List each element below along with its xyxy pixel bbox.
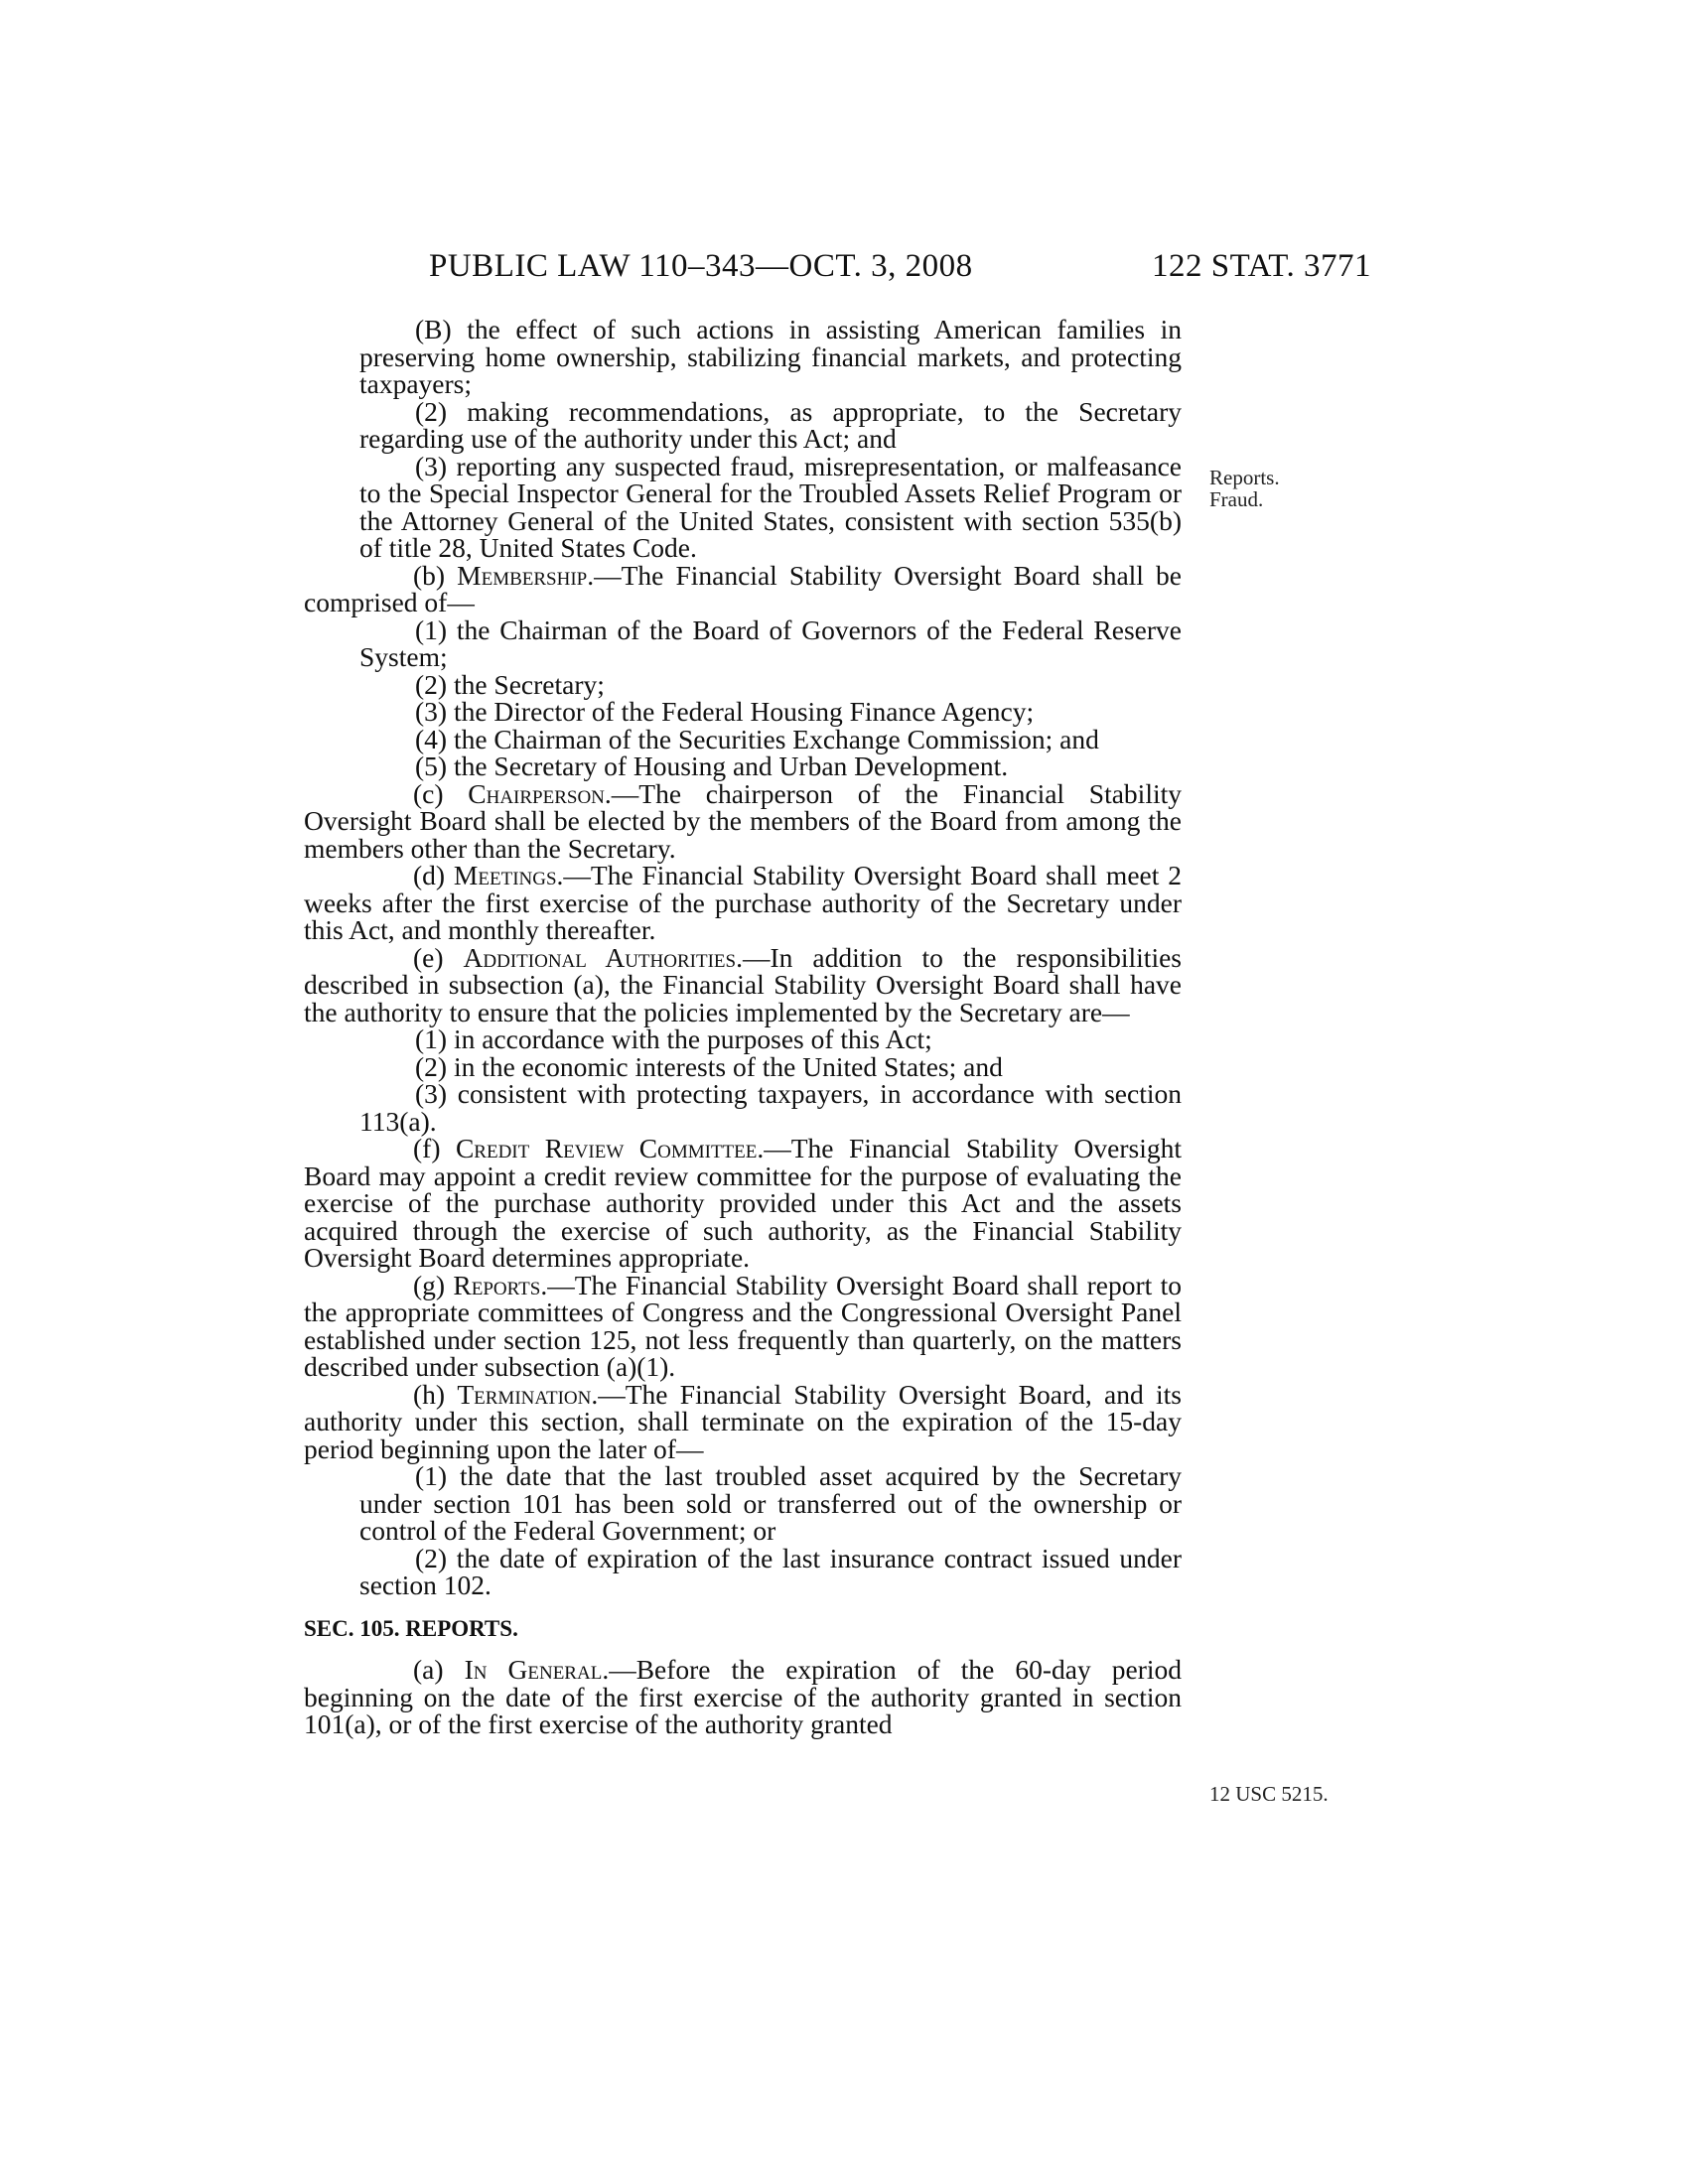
subsection-b [304, 559, 1182, 617]
paragraph-e3: (3) consistent with protecting taxpayers, in accordance with section 113(a). [359, 1078, 1182, 1137]
paragraph-b3: (3) the Director of the Federal Housing Finance Agency; [415, 696, 1035, 727]
subsection-heading: Additional Authorities [463, 941, 737, 973]
subsection-label: (a) [413, 1654, 465, 1685]
subsection-label: (g) [413, 1269, 454, 1300]
subsection-heading: Credit Review Committee [455, 1133, 758, 1163]
paragraph-h1: (1) the date that the last troubled asset acquired by the Secretary under section 101 has been sold or transferred out of the ownership or control of the Federal Government; or [359, 1460, 1182, 1546]
subsection-text: .—The chairperson of the Financial Stability Oversight Board shall be elected by the members of the Board from among the members other than the Secretary. [304, 777, 1182, 864]
subsection-heading: Meetings [453, 860, 557, 890]
margin-note-reports: Reports. [1209, 466, 1280, 489]
paragraph-e1: (1) in accordance with the purposes of this Act; [415, 1024, 932, 1054]
paragraph-a3: (3) reporting any suspected fraud, misrepresentation, or malfeasance to the Special Inspector General for the Troubled Assets Relief Program or the Attorney General of the United States, consistent with section 535(b) of title 28, United States Code. [359, 450, 1182, 563]
paragraph-b1: (1) the Chairman of the Board of Governors of the Federal Reserve System; [359, 614, 1182, 672]
subsection-heading: Termination [457, 1378, 592, 1410]
paragraph-b2: (2) the Secretary; [415, 668, 605, 700]
margin-note-fraud: Fraud. [1209, 487, 1264, 511]
paragraph-h2: (2) the date of expiration of the last insurance contract issued under section 102. [359, 1542, 1182, 1600]
subsection-d [304, 862, 1182, 944]
paragraph-a1b: (B) the effect of such actions in assisting American families in preserving home ownership, stabilizing financial markets, and protecting taxpayers; [359, 314, 1182, 399]
subsection-text: .—The Financial Stability Oversight Board may appoint a credit review committee for the purpose of evaluating the exercise of the purchase authority provided under this Act and the assets acquired through the exercise of such authority, as the Financial Stability Oversight Board determines appropriate. [304, 1133, 1182, 1273]
page-stat-citation: 122 STAT. 3771 [1152, 248, 1372, 284]
subsection-g [304, 1269, 1182, 1382]
subsection-h [304, 1378, 1182, 1464]
subsection-heading: In General [464, 1654, 603, 1685]
document-body [304, 316, 1182, 1738]
subsection-label: (f) [413, 1133, 456, 1163]
subsection-text: .—The Financial Stability Oversight Board shall report to the appropriate committees of Congress and the Congressional Oversight Panel established under section 125, not less frequently than quarterly, on the matters described under subsection (a)(1). [304, 1269, 1182, 1382]
section-heading: SEC. 105. REPORTS. [304, 1615, 518, 1641]
margin-note-usc: 12 USC 5215. [1209, 1782, 1329, 1806]
subsection-heading: Membership [457, 559, 588, 591]
subsection-c [304, 777, 1182, 864]
subsection-label: (c) [413, 777, 469, 809]
subsection-label: (h) [413, 1378, 458, 1410]
paragraph-a2: (2) making recommendations, as appropriate, to the Secretary regarding use of the authority under this Act; and [359, 395, 1182, 454]
subsection-text: .—Before the expiration of the 60-day period beginning on the date of the first exercise of the authority granted in section 101(a), or of the first exercise of the authority granted [304, 1654, 1183, 1739]
paragraph-b5: (5) the Secretary of Housing and Urban Development. [415, 751, 1009, 781]
subsection-label: (e) [413, 941, 464, 973]
paragraph-b4: (4) the Chairman of the Securities Exchange Commission; and [415, 723, 1099, 754]
subsection-label: (b) [413, 559, 458, 591]
paragraph-e2: (2) in the economic interests of the United States; and [415, 1050, 1003, 1082]
subsection-heading: Reports [453, 1269, 541, 1300]
subsection-text: .—The Financial Stability Oversight Board, and its authority under this section, shall terminate on the expiration of the 15-day period beginning upon the later of— [304, 1378, 1182, 1464]
subsection-text: .—In addition to the responsibilities described in subsection (a), the Financial Stability Oversight Board shall have the authority to ensure that the policies implemented by the Secretary are— [304, 941, 1182, 1027]
subsection-e [304, 941, 1182, 1027]
subsection-text: .—The Financial Stability Oversight Board shall meet 2 weeks after the first exercise of the purchase authority of the Secretary under this Act, and monthly thereafter. [304, 860, 1182, 945]
subsection-f [304, 1135, 1182, 1272]
running-header: PUBLIC LAW 110–343—OCT. 3, 2008 [429, 248, 973, 284]
subsection-heading: Chairperson [468, 777, 605, 809]
subsection-label: (d) [413, 860, 454, 890]
subsection-105a [304, 1656, 1182, 1738]
subsection-text: .—The Financial Stability Oversight Board shall be comprised of— [304, 559, 1182, 617]
